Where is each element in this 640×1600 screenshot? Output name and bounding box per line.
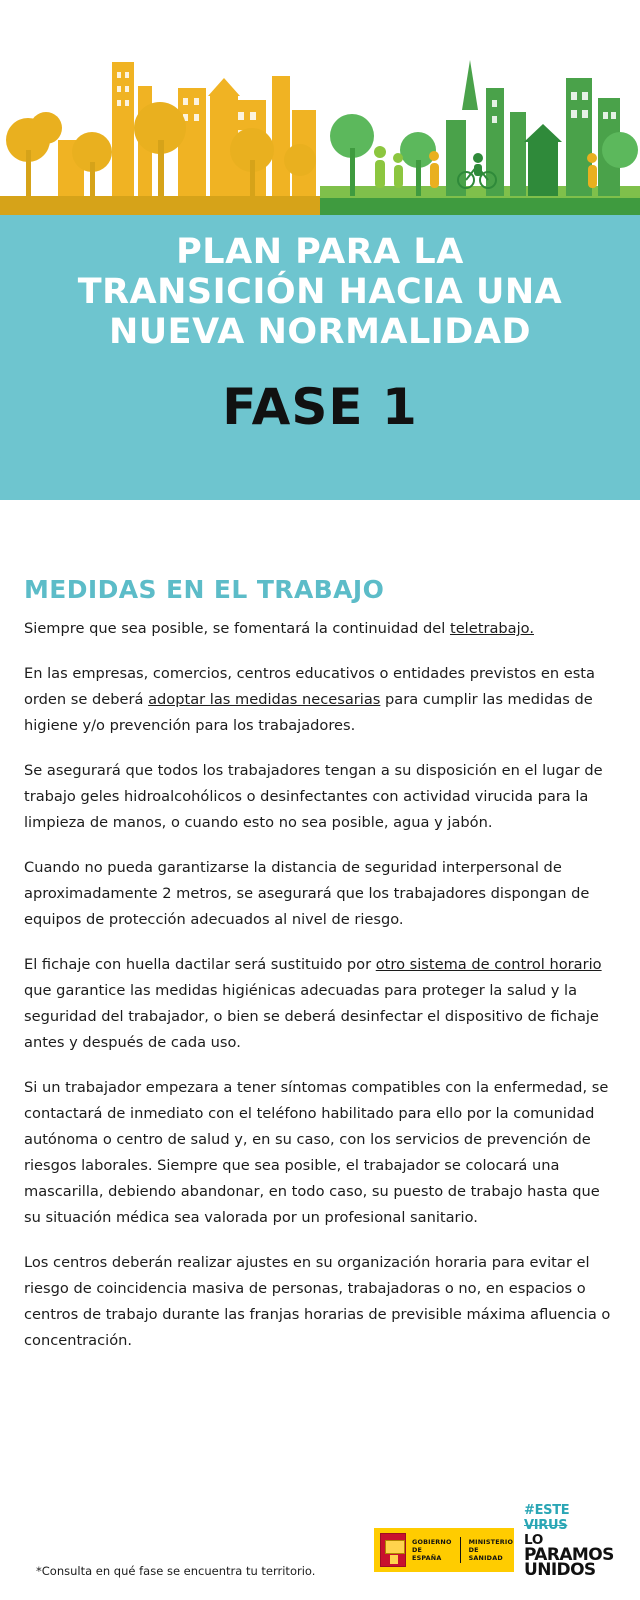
measures-section — [0, 575, 640, 1354]
campaign-line-2: VIRUS — [524, 1518, 568, 1533]
title-line-1: PLAN PARA LA — [176, 232, 464, 272]
government-logo — [374, 1528, 514, 1572]
campaign-line-3: LO — [524, 1532, 543, 1548]
page-footer — [0, 1482, 640, 1600]
title-line-3: NUEVA NORMALIDAD — [108, 312, 532, 352]
text-run: Se asegurará que todos los trabajadores tengan a su disposición en el lugar de trabajo geles hidroalcohólicos o desinfectantes con actividad virucida para la limpieza de manos, o cuando esto no sea posible, agua y jabón. — [24, 762, 603, 831]
footnote-text: *Consulta en qué fase se encuentra tu territorio. — [36, 1564, 316, 1578]
campaign-logo — [524, 1503, 620, 1578]
paragraph-p2 — [24, 661, 616, 739]
highlighted-term: otro sistema de control horario — [375, 956, 602, 973]
text-run: Los centros deberán realizar ajustes en su organización horaria para evitar el riesgo de coincidencia masiva de personas, trabajadoras o no, en espacios o centros de trabajo durante las franjas horarias de previsible máxima afluencia o concentración. — [24, 1254, 611, 1349]
paragraph-p6 — [24, 1075, 616, 1231]
paragraph-p7 — [24, 1250, 616, 1354]
poster-title — [0, 232, 640, 434]
paragraph-p5 — [24, 952, 616, 1056]
phase-label: FASE 1 — [222, 378, 418, 436]
text-run: Siempre que sea posible, se fomentará la continuidad del — [24, 620, 450, 637]
paragraph-p3 — [24, 758, 616, 836]
campaign-line-5: UNIDOS — [524, 1560, 596, 1580]
city-skyline-illustration — [0, 0, 640, 215]
campaign-line-1: #ESTE — [524, 1503, 570, 1518]
text-run: El fichaje con huella dactilar será sustituido por — [24, 956, 376, 973]
logo-divider — [460, 1537, 461, 1563]
text-run: que garantice las medidas higiénicas adecuadas para proteger la salud y la seguridad del trabajador, o bien se deberá desinfectar el dispositivo de fichaje antes y después de cada uso. — [24, 982, 599, 1051]
gob-line-2: DE ESPAÑA — [412, 1546, 442, 1562]
gob-line-4: DE SANIDAD — [468, 1546, 503, 1562]
government-logo-text — [412, 1537, 513, 1563]
text-run: En las empresas, comercios, centros educativos o entidades previstos en esta orden se deberá — [24, 665, 595, 708]
title-line-2: TRANSICIÓN HACIA UNA — [77, 272, 563, 312]
spain-coat-of-arms-icon — [380, 1533, 406, 1567]
section-title: MEDIDAS EN EL TRABAJO — [24, 575, 385, 604]
highlighted-term: teletrabajo. — [449, 620, 534, 637]
paragraph-p1 — [24, 616, 616, 642]
campaign-line-4: PARAMOS — [524, 1545, 614, 1565]
gob-line-3: MINISTERIO — [468, 1538, 514, 1546]
government-name — [412, 1538, 452, 1562]
text-run: Si un trabajador empezara a tener síntomas compatibles con la enfermedad, se contactará de inmediato con el teléfono habilitado para ello por la comunidad autónoma o centro de salud y, en su caso, con los servicios de prevención de riesgos laborales. Siempre que sea posible, el trabajador se colocará una mascarilla, debiendo abandonar, en todo caso, su puesto de trabajo hasta que su situación médica sea valorada por un profesional sanitario. — [24, 1079, 609, 1226]
text-run: para cumplir las medidas de higiene y/o prevención para los trabajadores. — [24, 691, 593, 734]
ministry-name — [469, 1538, 514, 1562]
header-banner — [0, 0, 640, 500]
highlighted-term: adoptar las medidas necesarias — [148, 691, 381, 708]
paragraph-p4 — [24, 855, 616, 933]
paragraph-list — [24, 616, 616, 1354]
gob-line-1: GOBIERNO — [412, 1538, 452, 1546]
text-run: Cuando no pueda garantizarse la distancia de seguridad interpersonal de aproximadamente 2 metros, se asegurará que los trabajadores dispongan de equipos de protección adecuados al nivel de riesgo. — [24, 859, 590, 928]
